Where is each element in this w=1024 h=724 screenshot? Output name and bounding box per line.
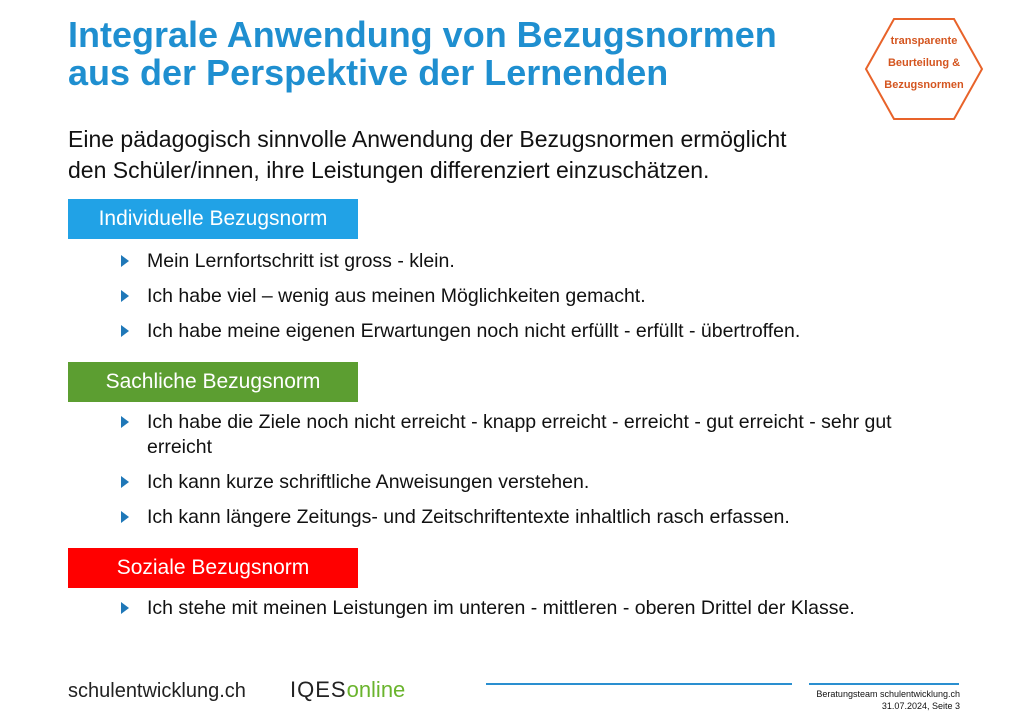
list-item-text: Ich habe die Ziele noch nicht erreicht - knapp erreicht - erreicht - gut erreicht - sehr gut erreicht	[147, 411, 892, 458]
bullet-arrow-icon	[121, 416, 129, 428]
bullet-arrow-icon	[121, 476, 129, 488]
list-item-text: Ich stehe mit meinen Leistungen im unteren - mittleren - oberen Drittel der Klasse.	[147, 597, 855, 619]
footer-credit	[780, 688, 960, 712]
list-item-text: Ich habe meine eigenen Erwartungen noch nicht erfüllt - erfüllt - übertroffen.	[147, 320, 801, 342]
schulentwicklung-logo: schulentwicklung.ch	[68, 680, 246, 702]
slide-title-line-1: Integrale Anwendung von Bezugsnormen	[68, 14, 777, 55]
list-soziale	[116, 596, 956, 621]
badge-line-2: Beurteilung &	[887, 57, 961, 69]
list-item	[116, 505, 956, 530]
bullet-arrow-icon	[121, 255, 129, 267]
footer-divider	[486, 683, 792, 685]
list-item-text: Ich habe viel – wenig aus meinen Möglichkeiten gemacht.	[147, 285, 646, 307]
list-item	[116, 470, 956, 495]
section-heading-soziale: Soziale Bezugsnorm	[68, 548, 358, 588]
iqes-logo-text: IQES	[290, 677, 347, 702]
list-sachliche	[116, 410, 956, 540]
list-item	[116, 596, 956, 621]
footer-divider	[809, 683, 959, 685]
list-item	[116, 284, 956, 309]
section-heading-individuelle: Individuelle Bezugsnorm	[68, 199, 358, 239]
list-individuelle	[116, 249, 956, 354]
iqes-online-logo	[290, 677, 405, 703]
bullet-arrow-icon	[121, 325, 129, 337]
badge-line-1: transparente	[890, 35, 958, 47]
footer-date-page: 31.07.2024, Seite 3	[881, 701, 960, 711]
list-item	[116, 319, 956, 344]
badge-line-3: Bezugsnormen	[884, 79, 964, 91]
bullet-arrow-icon	[121, 511, 129, 523]
bullet-arrow-icon	[121, 602, 129, 614]
list-item	[116, 410, 956, 460]
hexagon-badge-text	[864, 30, 984, 96]
list-item	[116, 249, 956, 274]
intro-line-1: Eine pädagogisch sinnvolle Anwendung der Bezugsnormen ermöglicht	[68, 126, 787, 152]
intro-paragraph	[68, 124, 948, 186]
section-heading-sachliche: Sachliche Bezugsnorm	[68, 362, 358, 402]
list-item-text: Ich kann längere Zeitungs- und Zeitschriftentexte inhaltlich rasch erfassen.	[147, 506, 790, 528]
online-logo-text: online	[346, 677, 406, 702]
slide-title-line-2: aus der Perspektive der Lernenden	[68, 52, 669, 93]
bullet-arrow-icon	[121, 290, 129, 302]
footer-credit-line: Beratungsteam schulentwicklung.ch	[816, 689, 960, 699]
slide-title	[68, 16, 848, 92]
intro-line-2: den Schüler/innen, ihre Leistungen differenziert einzuschätzen.	[68, 157, 710, 183]
list-item-text: Ich kann kurze schriftliche Anweisungen verstehen.	[147, 471, 590, 493]
list-item-text: Mein Lernfortschritt ist gross - klein.	[147, 250, 455, 272]
